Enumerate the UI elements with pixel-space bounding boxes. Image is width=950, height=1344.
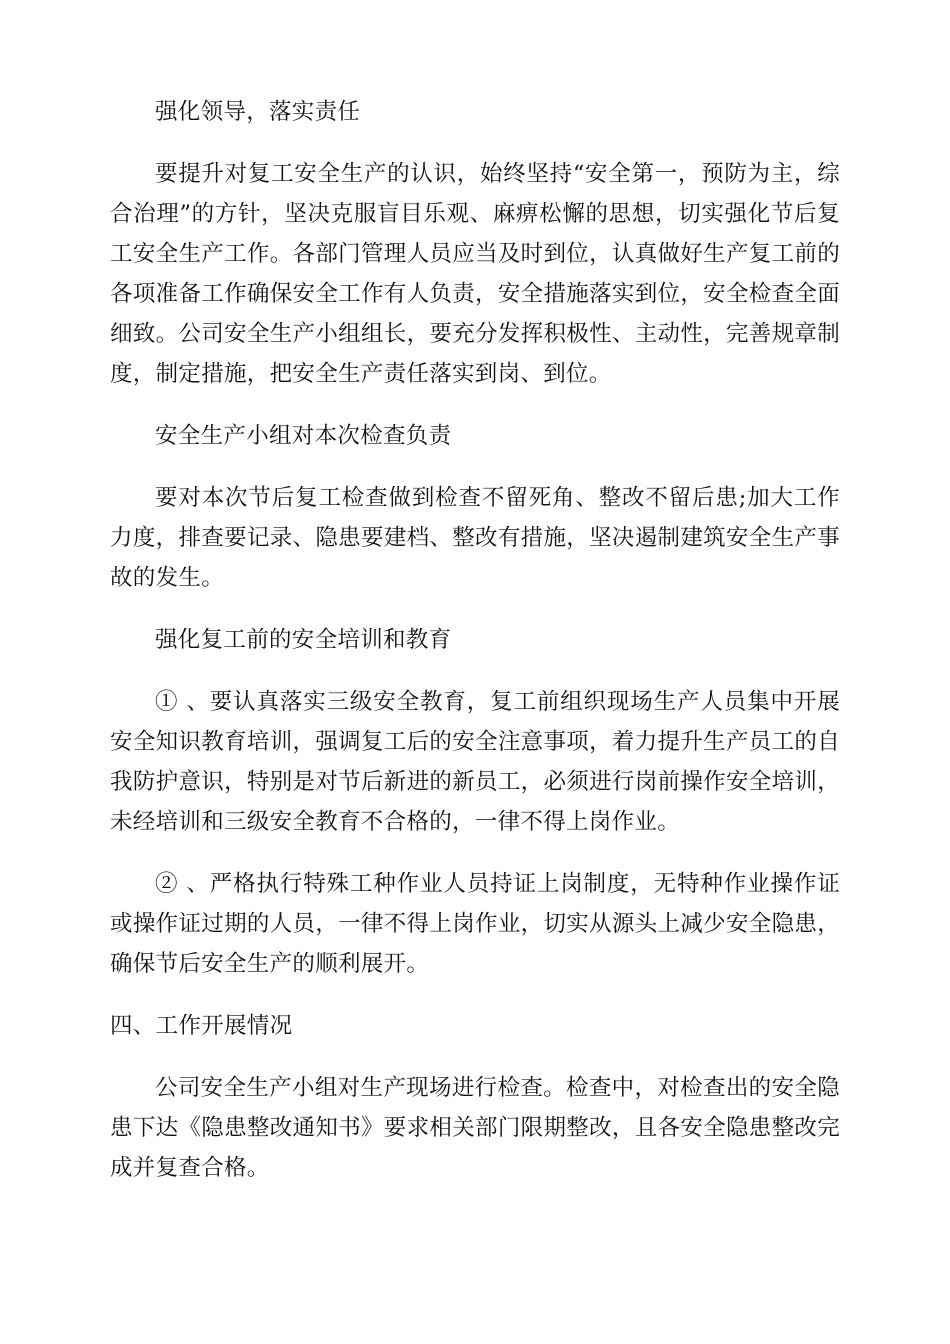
section-heading-safety-group: 安全生产小组对本次检查负责 (155, 423, 452, 449)
section-heading-leadership: 强化领导，落实责任 (155, 99, 361, 125)
paragraph-training-item-2: ② 、严格执行特殊工种作业人员持证上岗制度，无特种作业操作证或操作证过期的人员，一律不得上岗作业，切实从源头上减少安全隐患，确保节后安全生产的顺利展开。 (110, 871, 840, 977)
paragraph-inspection: 要对本次节后复工检查做到检查不留死角、整改不留后患;加大工作力度，排查要记录、隐患要建档、整改有措施，坚决遏制建筑安全生产事故的发生。 (110, 485, 840, 591)
document-page (110, 92, 840, 1210)
section-heading-work-progress: 四、工作开展情况 (110, 1013, 293, 1039)
paragraph-awareness: 要提升对复工安全生产的认识，始终坚持“安全第一，预防为主，综合治理”的方针，坚决克服盲目乐观、麻痹松懈的思想，切实强化节后复工安全生产工作。各部门管理人员应当及时到位，认真做好生产复工前的各项准备工作确保安全工作有人负责，安全措施落实到位，安全检查全面细致。公司安全生产小组组长，要充分发挥积极性、主动性，完善规章制度，制定措施，把安全生产责任落实到岗、到位。 (110, 161, 840, 387)
paragraph-work-progress: 公司安全生产小组对生产现场进行检查。检查中，对检查出的安全隐患下达《隐患整改通知书》要求相关部门限期整改，且各安全隐患整改完成并复查合格。 (110, 1075, 840, 1181)
paragraph-training-item-1: ① 、要认真落实三级安全教育，复工前组织现场生产人员集中开展安全知识教育培训，强调复工后的安全注意事项，着力提升生产员工的自我防护意识，特别是对节后新进的新员工，必须进行岗前操作安全培训，未经培训和三级安全教育不合格的，一律不得上岗作业。 (110, 689, 840, 835)
section-heading-training: 强化复工前的安全培训和教育 (155, 627, 452, 653)
